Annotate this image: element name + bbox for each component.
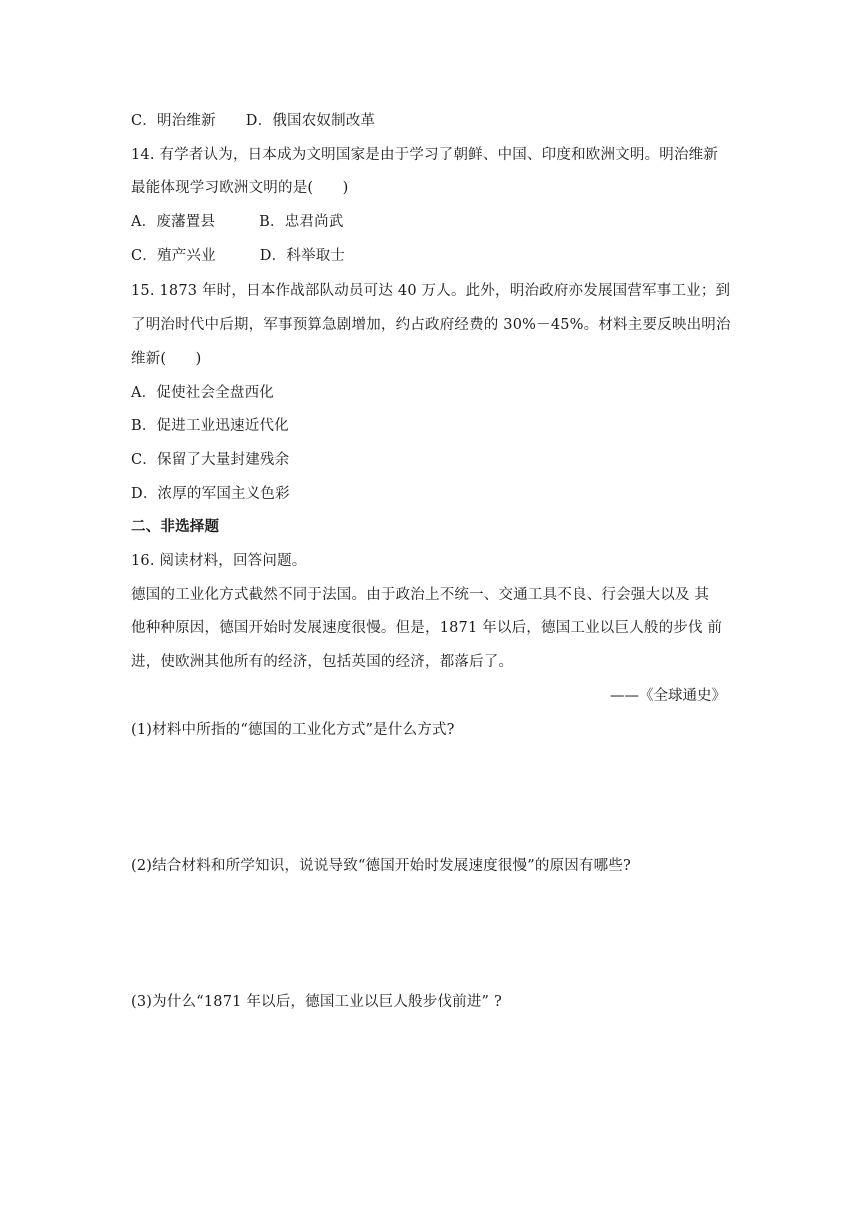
q16-material-line1: 德国的工业化方式截然不同于法国。由于政治上不统一、交通工具不良、行会强大以及 其 bbox=[131, 587, 710, 603]
q14-stem-line1: 14. 有学者认为，日本成为文明国家是由于学习了朝鲜、中国、印度和欧洲文明。明治维新 bbox=[131, 147, 719, 163]
q15-stem-line1: 15. 1873 年时，日本作战部队动员可达 40 万人。此外，明治政府亦发展国营军事工业；到 bbox=[131, 283, 731, 299]
q16-subquestion-1: (1)材料中所指的“德国的工业化方式”是什么方式? bbox=[131, 722, 455, 738]
q14-option-b: B．忠君尚武 bbox=[259, 214, 344, 230]
q14-option-d: D．科举取士 bbox=[259, 248, 346, 264]
q15-option-d: D．浓厚的军国主义色彩 bbox=[131, 486, 290, 502]
q14-option-c: C．殖产兴业 bbox=[131, 248, 216, 264]
q13-options-cd bbox=[131, 111, 375, 131]
section-title: 二、非选择题 bbox=[131, 518, 220, 535]
q15-stem-line2: 了明治时代中后期，军事预算急剧增加，约占政府经费的 30%－45%。材料主要反映出明治 bbox=[131, 317, 731, 333]
q15-option-c: C．保留了大量封建残余 bbox=[131, 452, 290, 468]
q13-option-d: D．俄国农奴制改革 bbox=[245, 113, 376, 129]
q16-subquestion-3: (3)为什么“1871 年以后，德国工业以巨人般步伐前进” ? bbox=[131, 994, 502, 1010]
q16-source: ——《全球通史》 bbox=[610, 688, 726, 704]
q15-option-b: B．促进工业迅速近代化 bbox=[131, 418, 289, 434]
q16-material-line3: 进，使欧洲其他所有的经济，包括英国的经济，都落后了。 bbox=[131, 654, 514, 670]
q14-stem-line2: 最能体现学习欧洲文明的是( ) bbox=[131, 180, 349, 196]
q13-option-c: C．明治维新 bbox=[131, 113, 216, 129]
q16-material-line2: 他种种原因，德国开始时发展速度很慢。但是，1871 年以后，德国工业以巨人般的步伐 前 bbox=[131, 620, 723, 636]
q16-subquestion-2: (2)结合材料和所学知识，说说导致“德国开始时发展速度很慢”的原因有哪些? bbox=[131, 858, 632, 874]
q14-option-a: A．废藩置县 bbox=[131, 214, 216, 230]
q14-options-cd bbox=[131, 246, 345, 266]
q15-option-a: A．促使社会全盘西化 bbox=[131, 385, 274, 401]
q14-options-ab bbox=[131, 212, 344, 232]
q16-intro: 16. 阅读材料，回答问题。 bbox=[131, 553, 307, 569]
q15-stem-line3: 维新( ) bbox=[131, 351, 202, 367]
